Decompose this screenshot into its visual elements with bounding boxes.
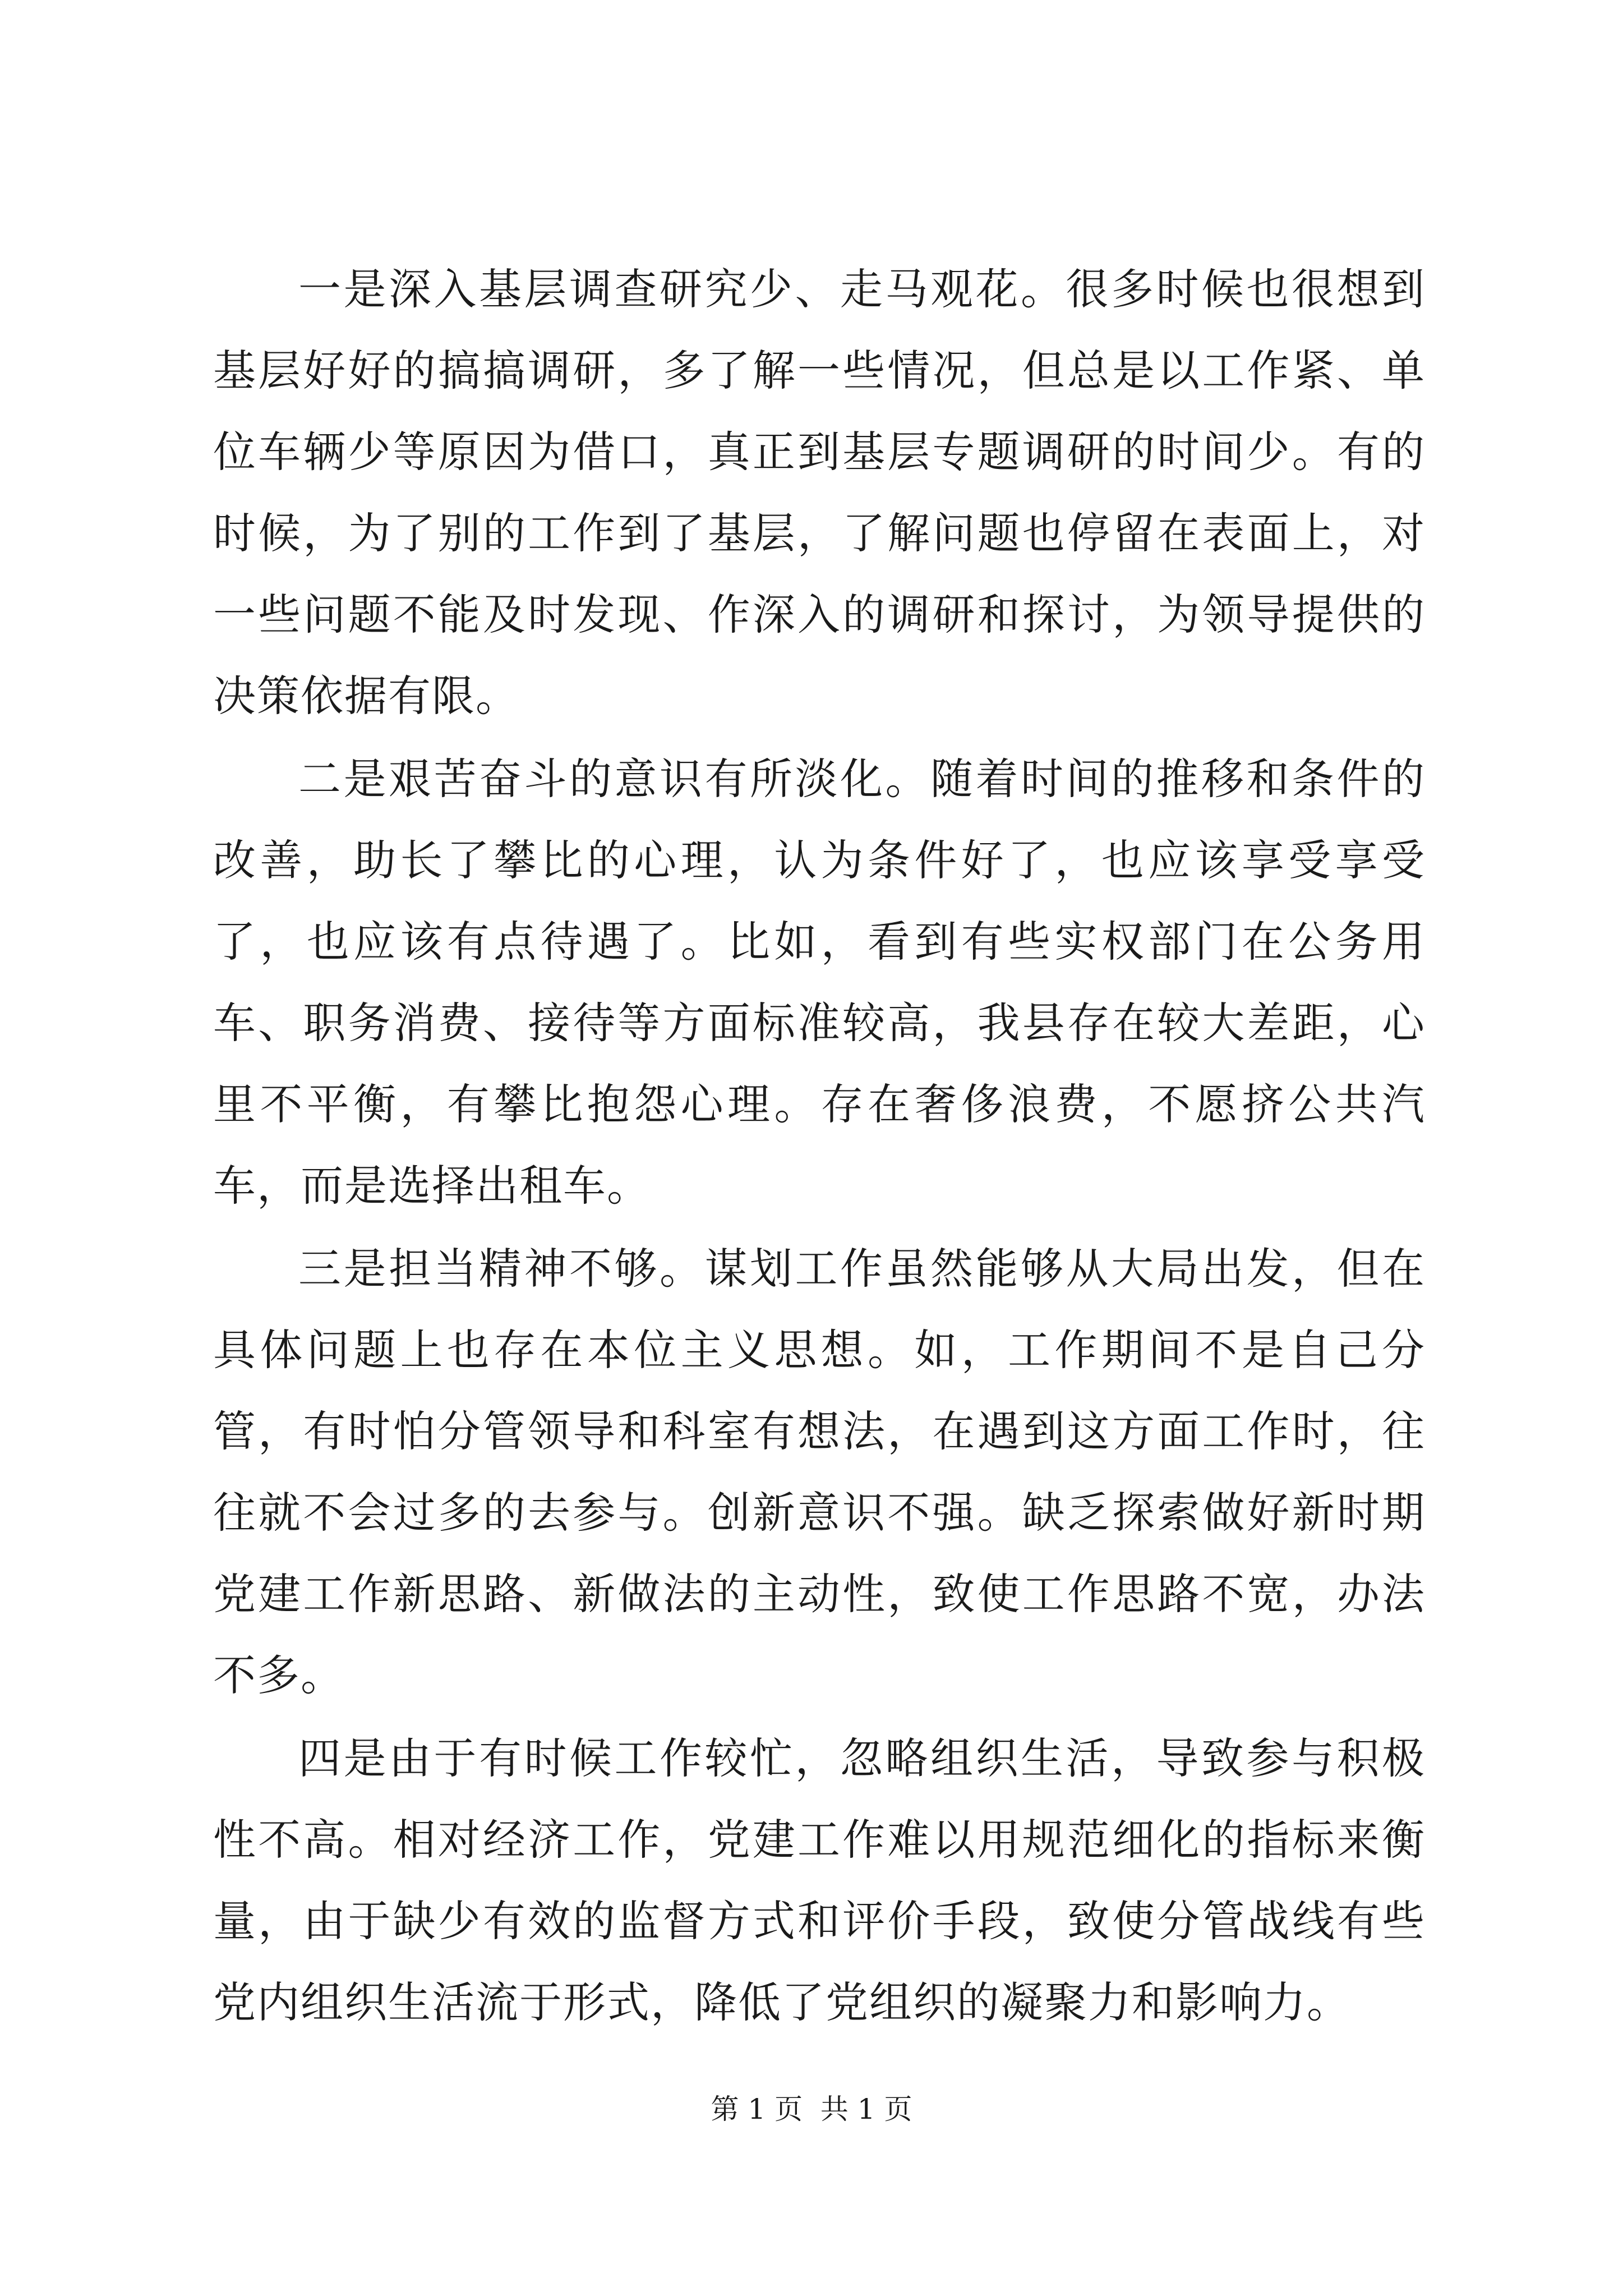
- paragraph-1: 一是深入基层调查研究少、走马观花。很多时候也很想到基层好好的搞搞调研，多了解一些情况，但总是以工作紧、单位车辆少等原因为借口，真正到基层专题调研的时间少。有的时候，为了别的工作到了基层，了解问题也停留在表面上，对一些问题不能及时发现、作深入的调研和探讨，为领导提供的决策依据有限。: [213, 264, 1426, 721]
- paragraph-3: 三是担当精神不够。谋划工作虽然能够从大局出发，但在具体问题上也存在本位主义思想。如，工作期间不是自己分管，有时怕分管领导和科室有想法，在遇到这方面工作时，往往就不会过多的去参与。创新意识不强。缺乏探索做好新时期党建工作新思路、新做法的主动性，致使工作思路不宽，办法不多。: [213, 1244, 1426, 1700]
- paragraph-2: 二是艰苦奋斗的意识有所淡化。随着时间的推移和条件的改善，助长了攀比的心理，认为条件好了，也应该享受享受了，也应该有点待遇了。比如，看到有些实权部门在公务用车、职务消费、接待等方面标准较高，我县存在较大差距，心里不平衡，有攀比抱怨心理。存在奢侈浪费，不愿挤公共汽车，而是选择出租车。: [213, 754, 1426, 1211]
- page-footer: [0, 2090, 1623, 2129]
- document-body: [213, 249, 1426, 2045]
- page-number-label: 第 1 页 共 1 页: [711, 2093, 912, 2125]
- paragraph-4: 四是由于有时候工作较忙，忽略组织生活，导致参与积极性不高。相对经济工作，党建工作难以用规范细化的指标来衡量，由于缺少有效的监督方式和评价手段，致使分管战线有些党内组织生活流于形式，降低了党组织的凝聚力和影响力。: [213, 1733, 1426, 2027]
